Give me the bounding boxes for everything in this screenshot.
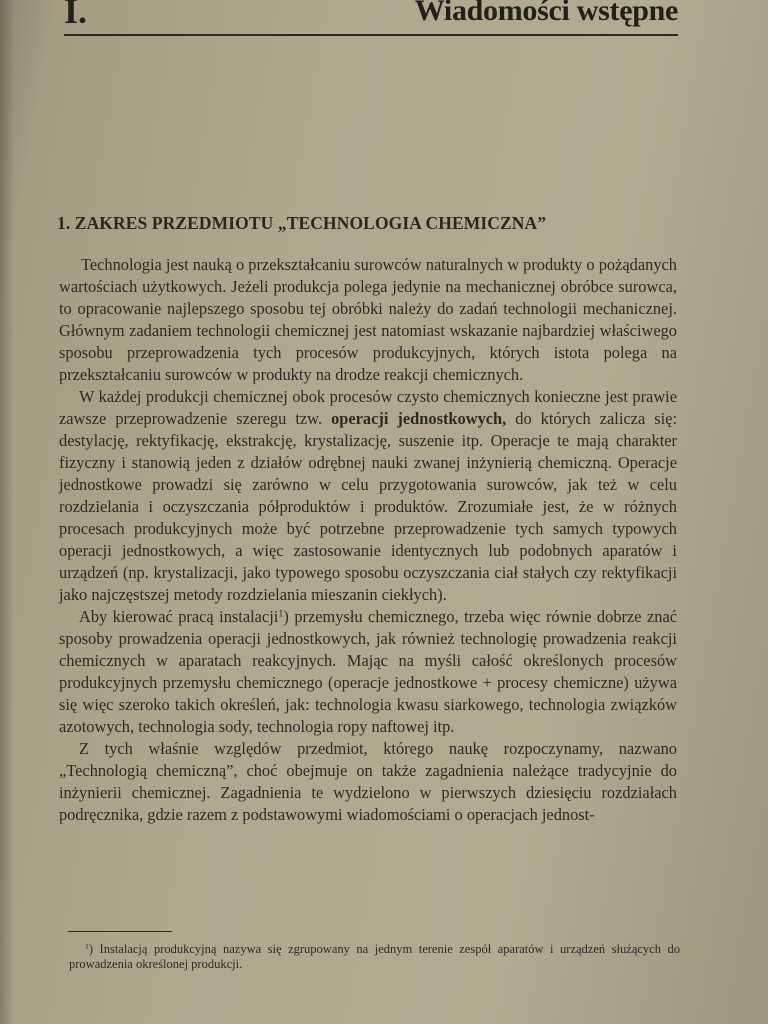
bold-term: operacji jednostkowych,: [331, 409, 507, 428]
footnote-marker: 1: [85, 941, 89, 951]
paragraph-4: Z tych właśnie względów przedmiot, którego naukę rozpoczynamy, nazwano „Technologią chemiczną”, choć obejmuje on także zagadnienia należące tradycyjnie do inżynierii chemicznej. Zagadnienia te wydzielono w pierwszych dziesięciu rozdziałach podręcznika, gdzie razem z podstawowymi wiadomościami o operacjach jednost-: [59, 739, 677, 824]
paragraph-3-start: Aby kierować pracą instalacji: [79, 607, 279, 626]
footnote-text: ) Instalacją produkcyjną nazywa się zgrupowany na jednym terenie zespół aparatów i urządzeń służących do prowadzenia określonej produkcji.: [69, 942, 680, 971]
paragraph-3: [59, 606, 677, 738]
footnote-reference: 1: [278, 608, 284, 620]
page-shadow-edge: [0, 0, 14, 1024]
chapter-number: I.: [64, 0, 88, 31]
section-heading: 1. ZAKRES PRZEDMIOTU „TECHNOLOGIA CHEMICZNA”: [57, 213, 547, 233]
paragraph-2-end: do których zalicza się: destylację, rektyfikację, ekstrakcję, krystalizację, suszenie itp. Operacje te mają charakter fizyczny i stanowią jeden z działów odrębnej nauki zwanej inżynierią chemiczną. Operacje jednostkowe prowadzi się zarówno w celu przygotowania surowców, jak też w celu rozdzielania i oczyszczania półproduktów i produktów. Zrozumiałe jest, że w różnych procesach produkcyjnych może być potrzebne przeprowadzenie tych samych typowych operacji jednostkowych, a więc zastosowanie identycznych lub podobnych aparatów i urządzeń (np. krystalizacji, jako typowego sposobu oczyszczania ciał stałych czy rektyfikacji jako najczęstszej metody rozdzielania mieszanin ciekłych).: [59, 409, 678, 604]
body-text: [59, 254, 677, 826]
footnote-divider: [68, 931, 172, 932]
paragraph-2-start: W każdej produkcji chemicznej obok procesów czysto chemicznych konieczne jest prawie zawsze przeprowadzenie szeregu tzw.: [59, 387, 677, 428]
paragraph-2: [59, 386, 677, 606]
chapter-header: [64, 0, 678, 36]
paragraph-1: Technologia jest nauką o przekształcaniu surowców naturalnych w produkty o pożądanych wartościach użytkowych. Jeżeli produkcja polega jedynie na mechanicznej obróbce surowca, to opracowanie najlepszego sposobu tej obróbki należy do zadań technologii mechanicznej. Głównym zadaniem technologii chemicznej jest natomiast wskazanie najbardziej właściwego sposobu przeprowadzenia tych procesów produkcyjnych, których istota polega na przekształcaniu surowców w produkty na drodze reakcji chemicznych.: [59, 255, 678, 384]
footnote: [69, 942, 680, 972]
paragraph-3-end: ) przemysłu chemicznego, trzeba więc równie dobrze znać sposoby prowadzenia operacji jednostkowych, jak również technologię prowadzenia reakcji chemicznych w aparatach reakcyjnych. Mając na myśli całość określonych procesów produkcyjnych przemysłu chemicznego (operacje jednostkowe + procesy chemiczne) używa się więc szeroko takich określeń, jak: technologia kwasu siarkowego, technologia związków azotowych, technologia sody, technologia ropy naftowej itp.: [59, 607, 678, 736]
footnote-indent: [69, 942, 85, 956]
chapter-title: Wiadomości wstępne: [414, 0, 678, 27]
